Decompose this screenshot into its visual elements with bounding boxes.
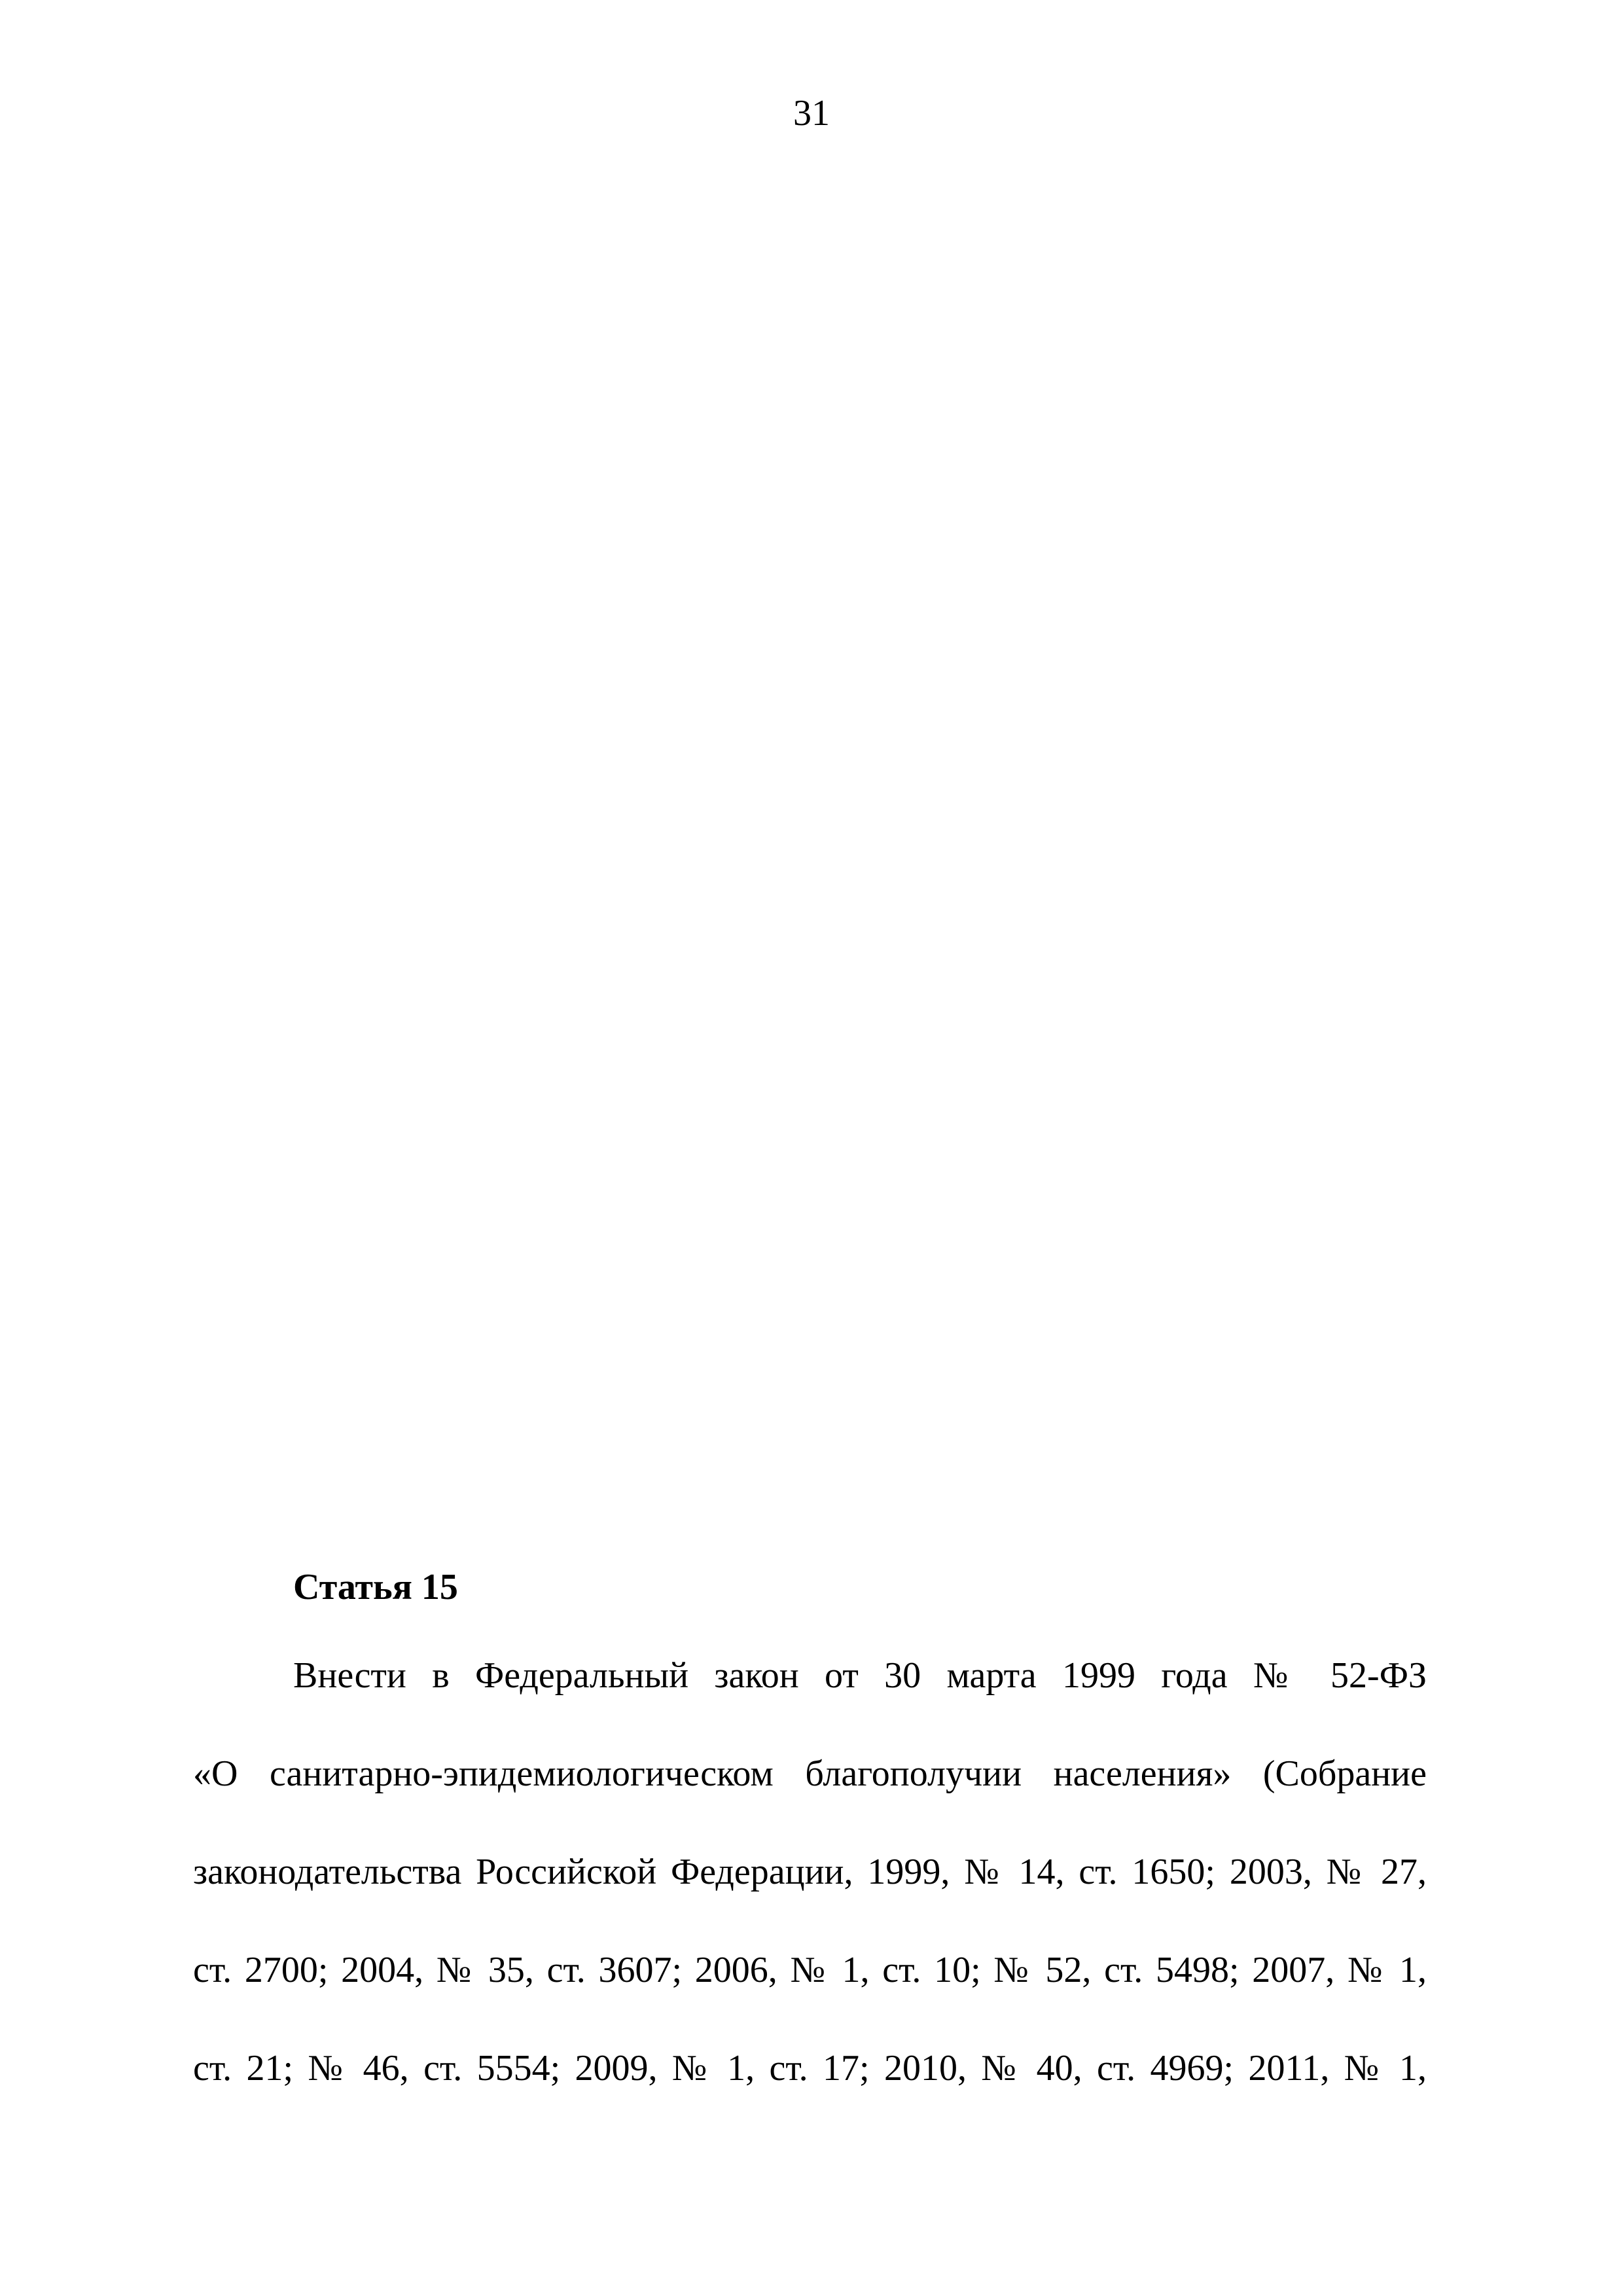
article-line-2: «О санитарно-эпидемиологическом благополучии населения» (Собрание [193,1753,1427,1794]
page-number: 31 [793,93,830,134]
article-line-5: ст. 21; № 46, ст. 5554; 2009, № 1, ст. 17; 2010, № 40, ст. 4969; 2011, № 1, [193,2048,1427,2089]
article-heading: Статья 15 [293,1567,458,1607]
article-line-4: ст. 2700; 2004, № 35, ст. 3607; 2006, № 1, ст. 10; № 52, ст. 5498; 2007, № 1, [193,1950,1427,1990]
article-line-1: Внести в Федеральный закон от 30 марта 1999 года № 52-ФЗ [293,1655,1427,1696]
article-line-3: законодательства Российской Федерации, 1999, № 14, ст. 1650; 2003, № 27, [193,1852,1427,1892]
